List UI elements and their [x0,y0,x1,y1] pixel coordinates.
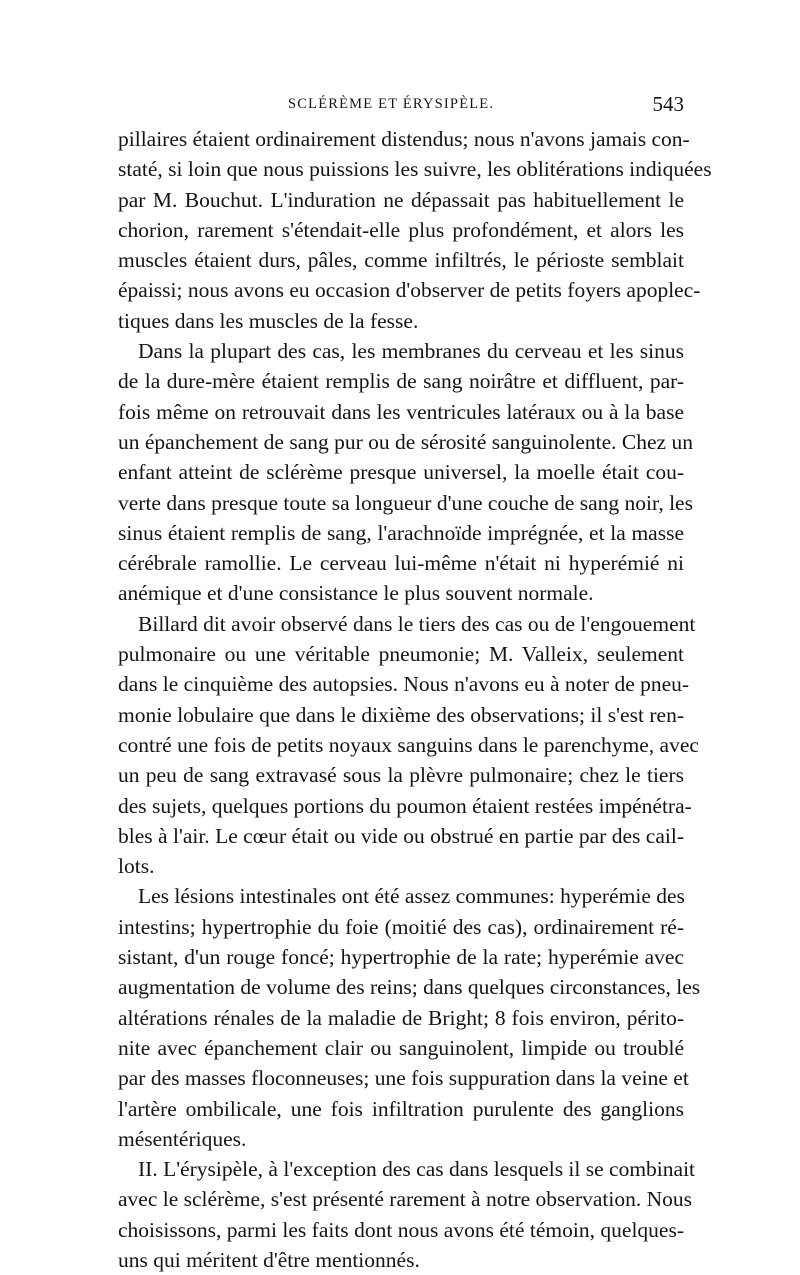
page-header [118,94,684,122]
text-line: par M. Bouchut. L'induration ne dépassait pas habituellement le [118,187,684,212]
text-line: verte dans presque toute sa longueur d'une couche de sang noir, les [118,490,693,515]
text-line: un épanchement de sang pur ou de sérosité sanguinolente. Chez un [118,429,693,454]
text-line: de la dure-mère étaient remplis de sang noirâtre et diffluent, par- [118,369,684,394]
text-line: chorion, rarement s'étendait-elle plus profondément, et alors les [118,217,684,242]
text-line: monie lobulaire que dans le dixième des observations; il s'est ren- [118,702,684,727]
text-line: enfant atteint de sclérème presque universel, la moelle était cou- [118,460,684,485]
text-line: épaissi; nous avons eu occasion d'observer de petits foyers apoplec- [118,278,701,303]
text-line: pillaires étaient ordinairement distendus; nous n'avons jamais con- [118,127,690,151]
text-line: sinus étaient remplis de sang, l'arachnoïde imprégnée, et la masse [118,520,684,545]
text-line: altérations rénales de la maladie de Bright; 8 fois environ, périto- [118,1005,684,1030]
text-line: nite avec épanchement clair ou sanguinolent, limpide ou troublé [118,1035,684,1060]
text-line: cérébrale ramollie. Le cerveau lui-même n'était ni hyperémié ni [118,551,684,576]
text-line: staté, si loin que nous puissions les suivre, les oblitérations indiquées [118,157,712,182]
text-line: tiques dans les muscles de la fesse. [118,308,419,333]
text-line: un peu de sang extravasé sous la plèvre pulmonaire; chez le tiers [118,763,684,788]
page-number: 543 [652,92,684,116]
text-line: fois même on retrouvait dans les ventricules latéraux ou à la base [118,399,684,424]
text-line: augmentation de volume des reins; dans quelques circonstances, les [118,975,701,1000]
text-line: l'artère ombilicale, une fois infiltration purulente des ganglions [118,1096,684,1121]
paragraph-first-line: Dans la plupart des cas, les membranes du cerveau et les sinus [138,339,684,364]
body-text [118,124,712,1275]
text-line: anémique et d'une consistance le plus souvent normale. [118,581,594,606]
text-line: sistant, d'un rouge foncé; hypertrophie de la rate; hyperémie avec [118,945,684,970]
text-line: choisissons, parmi les faits dont nous avons été témoin, quelques- [118,1217,684,1242]
paragraph-first-line: Les lésions intestinales ont été assez communes: hyperémie des [138,884,685,909]
text-line: mésentériques. [118,1126,247,1151]
running-title: SCLÉRÈME ET ÉRYSIPÈLE. [288,96,495,112]
text-line: uns qui méritent d'être mentionnés. [118,1247,420,1272]
text-line: avec le sclérème, s'est présenté rarement à notre observation. Nous [118,1187,692,1212]
text-line: des sujets, quelques portions du poumon étaient restées impénétra- [118,793,692,818]
text-line: intestins; hypertrophie du foie (moitié des cas), ordinairement ré- [118,914,684,939]
text-line: bles à l'air. Le cœur était ou vide ou obstrué en partie par des cail- [118,823,684,848]
paragraph-first-line: II. L'érysipèle, à l'exception des cas dans lesquels il se combinait [138,1157,696,1182]
text-line: lots. [118,854,155,879]
text-line: dans le cinquième des autopsies. Nous n'avons eu à noter de pneu- [118,672,690,697]
text-line: pulmonaire ou une véritable pneumonie; M. Valleix, seulement [118,642,684,667]
text-line: contré une fois de petits noyaux sanguins dans le parenchyme, avec [118,732,699,757]
paragraph-first-line: Billard dit avoir observé dans le tiers des cas ou de l'engouement [138,611,696,636]
text-line: muscles étaient durs, pâles, comme infiltrés, le périoste semblait [118,248,684,273]
text-line: par des masses floconneuses; une fois suppuration dans la veine et [118,1066,689,1091]
